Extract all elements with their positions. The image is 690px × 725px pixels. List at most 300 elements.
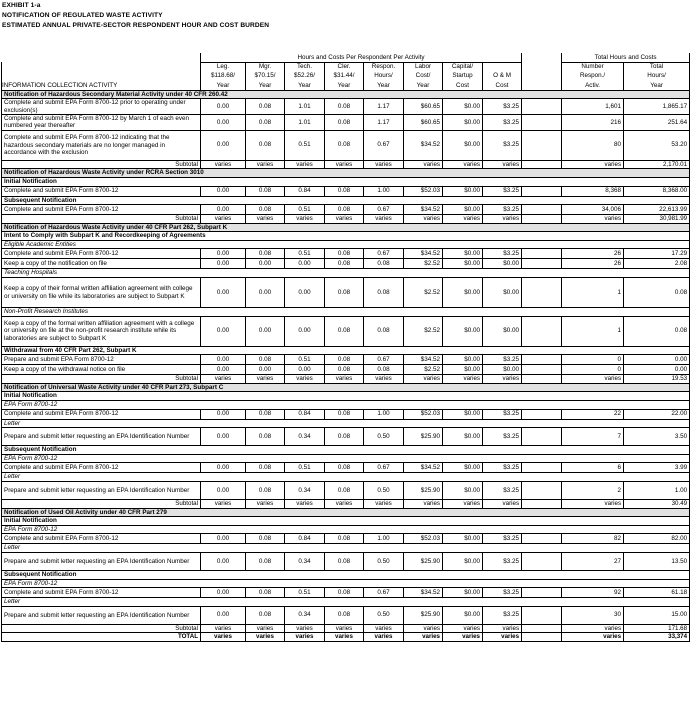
table-cell: 0.08: [246, 205, 285, 215]
table-row: [2, 552, 690, 570]
table-cell: varies: [364, 215, 404, 224]
table-cell: 0.08: [325, 259, 364, 269]
table-cell: 0.08: [246, 99, 285, 115]
table-cell: 0.00: [285, 316, 325, 346]
table-cell: 30,981.99: [624, 215, 690, 224]
table-cell: varies: [285, 160, 325, 169]
row-label: Initial Notification: [2, 177, 690, 186]
table-row: [2, 365, 690, 375]
row-label: EPA Form 8700-12: [2, 525, 690, 534]
total-label: Subtotal: [2, 160, 201, 169]
table-cell: $25.90: [404, 428, 443, 446]
table-cell: 7: [562, 428, 624, 446]
section-title: Notification of Hazardous Waste Activity under RCRA Section 3010: [2, 169, 690, 178]
table-cell: 0.34: [285, 428, 325, 446]
row-label: Letter: [2, 598, 690, 607]
table-cell: 0.08: [624, 278, 690, 308]
column-gap: [522, 355, 562, 365]
column-gap: [522, 624, 562, 633]
subsection-header-row: [2, 570, 690, 579]
table-cell: 1.00: [364, 534, 404, 544]
column-header-line: $118.68/: [201, 71, 246, 80]
activity-description: Prepare and submit letter requesting an EPA Identification Number: [2, 482, 201, 500]
column-header-line: Tech.: [285, 62, 325, 71]
table-cell: 3.99: [624, 463, 690, 473]
table-cell: 0.08: [325, 606, 364, 624]
table-cell: $0.00: [443, 534, 483, 544]
table-cell: $0.00: [443, 316, 483, 346]
document-title: NOTIFICATION OF REGULATED WASTE ACTIVITY: [2, 12, 163, 19]
activity-description: Complete and submit EPA Form 8700-12: [2, 463, 201, 473]
table-cell: 0.00: [201, 205, 246, 215]
table-cell: $52.03: [404, 186, 443, 196]
activity-description: Keep a copy of the notification on file: [2, 259, 201, 269]
row-label: Intent to Comply with Subpart K and Recordkeeping of Agreements: [2, 232, 690, 241]
table-cell: 30: [562, 606, 624, 624]
row-label: Subsequent Notification: [2, 446, 690, 455]
total-label: Subtotal: [2, 624, 201, 633]
exhibit-number: EXHIBIT 1-a: [2, 2, 41, 9]
table-cell: 0.08: [325, 316, 364, 346]
column-gap: [522, 160, 562, 169]
table-cell: $34.52: [404, 249, 443, 259]
table-row: [2, 130, 690, 160]
table-cell: 2.08: [624, 259, 690, 269]
category-label-row: [2, 240, 690, 249]
table-cell: varies: [443, 160, 483, 169]
table-cell: 27: [562, 552, 624, 570]
activity-description: Complete and submit EPA Form 8700-12: [2, 186, 201, 196]
table-cell: 0.00: [624, 365, 690, 375]
row-label: Initial Notification: [2, 392, 690, 401]
column-gap: [522, 114, 562, 130]
activity-description: Prepare and submit letter requesting an EPA Identification Number: [2, 428, 201, 446]
table-cell: 61.18: [624, 588, 690, 598]
table-cell: 0.00: [201, 534, 246, 544]
category-label-row: [2, 454, 690, 463]
row-label: Teaching Hospitals: [2, 269, 690, 278]
table-cell: $0.00: [443, 606, 483, 624]
table-cell: 0.08: [325, 463, 364, 473]
table-cell: 0.00: [201, 259, 246, 269]
table-cell: 33,374: [624, 633, 690, 642]
section-title: Notification of Hazardous Secondary Material Activity under 40 CFR 260.42: [2, 90, 690, 99]
table-cell: 0.00: [201, 114, 246, 130]
column-header-line: $70.15/: [246, 71, 285, 80]
table-cell: 22: [562, 409, 624, 419]
column-gap: [522, 606, 562, 624]
table-row: [2, 114, 690, 130]
table-cell: $3.25: [483, 99, 522, 115]
table-cell: 26: [562, 249, 624, 259]
column-header-line: Startup: [443, 71, 483, 80]
table-cell: 251.64: [624, 114, 690, 130]
column-header-line: Respon./: [562, 71, 624, 80]
table-cell: 0.08: [364, 365, 404, 375]
table-row: [2, 463, 690, 473]
table-cell: $0.00: [483, 316, 522, 346]
column-gap: [522, 62, 562, 71]
subsection-header-row: [2, 177, 690, 186]
column-gap: [522, 552, 562, 570]
table-cell: 0.08: [325, 205, 364, 215]
table-cell: $3.25: [483, 463, 522, 473]
table-cell: 0.08: [246, 186, 285, 196]
category-label-row: [2, 401, 690, 410]
table-cell: 53.20: [624, 130, 690, 160]
table-cell: varies: [246, 215, 285, 224]
table-cell: 0.08: [246, 534, 285, 544]
section-header-row: [2, 508, 690, 517]
table-cell: 0.00: [201, 316, 246, 346]
category-label-row: [2, 598, 690, 607]
table-cell: 0.50: [364, 482, 404, 500]
row-label: Subsequent Notification: [2, 570, 690, 579]
table-cell: $3.25: [483, 130, 522, 160]
table-cell: varies: [562, 633, 624, 642]
column-gap: [522, 71, 562, 80]
table-cell: varies: [201, 624, 246, 633]
total-label: Subtotal: [2, 215, 201, 224]
table-cell: 0.84: [285, 186, 325, 196]
table-cell: 1.00: [364, 186, 404, 196]
table-cell: 0.67: [364, 130, 404, 160]
table-cell: varies: [201, 215, 246, 224]
column-gap: [522, 205, 562, 215]
category-label-row: [2, 579, 690, 588]
table-cell: varies: [562, 160, 624, 169]
table-cell: 0.08: [246, 249, 285, 259]
table-cell: $0.00: [443, 482, 483, 500]
table-cell: $25.90: [404, 552, 443, 570]
table-cell: $3.25: [483, 482, 522, 500]
column-gap: [522, 482, 562, 500]
table-cell: 0.34: [285, 552, 325, 570]
section-title: Notification of Used Oil Activity under 40 CFR Part 279: [2, 508, 690, 517]
column-gap: [522, 80, 562, 90]
table-cell: 2,170.01: [624, 160, 690, 169]
table-cell: varies: [483, 633, 522, 642]
table-row: [2, 588, 690, 598]
table-cell: 0.00: [285, 278, 325, 308]
table-cell: $3.25: [483, 534, 522, 544]
column-header-line: Hours/: [364, 71, 404, 80]
table-cell: varies: [325, 215, 364, 224]
table-row: [2, 205, 690, 215]
activity-description: Complete and submit EPA Form 8700-12: [2, 249, 201, 259]
table-cell: varies: [364, 624, 404, 633]
column-header-line: Number: [562, 62, 624, 71]
table-cell: 0.08: [364, 259, 404, 269]
subtotal-row: [2, 375, 690, 384]
table-cell: 0.08: [364, 316, 404, 346]
table-cell: $0.00: [443, 588, 483, 598]
section-header-row: [2, 90, 690, 99]
activity-description: Complete and submit EPA Form 8700-12: [2, 205, 201, 215]
subtotal-row: [2, 624, 690, 633]
activity-description: Complete and submit EPA Form 8700-12: [2, 534, 201, 544]
table-cell: 0.08: [246, 606, 285, 624]
category-label-row: [2, 473, 690, 482]
subsection-header-row: [2, 232, 690, 241]
table-cell: 0.08: [246, 114, 285, 130]
row-label: Withdrawal from 40 CFR Part 262, Subpart K: [2, 346, 690, 355]
table-cell: 34,006: [562, 205, 624, 215]
table-cell: 0.00: [246, 278, 285, 308]
table-cell: 0: [562, 355, 624, 365]
row-label: Letter: [2, 473, 690, 482]
table-cell: 0.67: [364, 249, 404, 259]
table-cell: $3.25: [483, 588, 522, 598]
table-cell: 0.00: [201, 99, 246, 115]
header-spacer: [2, 71, 201, 80]
table-cell: 0.08: [246, 588, 285, 598]
table-cell: 26: [562, 259, 624, 269]
table-cell: 80: [562, 130, 624, 160]
table-cell: varies: [443, 375, 483, 384]
table-cell: 82.00: [624, 534, 690, 544]
table-cell: $0.00: [443, 355, 483, 365]
table-cell: 0.08: [246, 552, 285, 570]
column-header-line: $31.44/: [325, 71, 364, 80]
column-gap: [522, 428, 562, 446]
table-cell: varies: [483, 624, 522, 633]
table-cell: 0.51: [285, 130, 325, 160]
table-cell: 216: [562, 114, 624, 130]
table-cell: 0.08: [325, 278, 364, 308]
table-cell: 0.08: [325, 588, 364, 598]
column-header-line: Leg.: [201, 62, 246, 71]
table-cell: $3.25: [483, 186, 522, 196]
table-cell: 8,368.00: [624, 186, 690, 196]
table-cell: $0.00: [443, 409, 483, 419]
grand-total-row: [2, 633, 690, 642]
table-cell: $60.65: [404, 99, 443, 115]
row-label: Initial Notification: [2, 517, 690, 526]
table-cell: $52.03: [404, 409, 443, 419]
column-gap: [522, 409, 562, 419]
table-cell: 0.00: [201, 606, 246, 624]
table-row: [2, 278, 690, 308]
table-cell: varies: [483, 375, 522, 384]
table-cell: $2.52: [404, 365, 443, 375]
document-subtitle: ESTIMATED ANNUAL PRIVATE-SECTOR RESPONDENT HOUR AND COST BURDEN: [2, 22, 270, 29]
table-cell: 3.50: [624, 428, 690, 446]
column-header-line: Year: [325, 80, 364, 90]
table-cell: $3.25: [483, 114, 522, 130]
column-header-line: $52.26/: [285, 71, 325, 80]
total-label: TOTAL: [2, 633, 201, 642]
table-cell: 6: [562, 463, 624, 473]
table-cell: 0.00: [201, 355, 246, 365]
table-cell: $0.00: [443, 249, 483, 259]
table-cell: $34.52: [404, 205, 443, 215]
table-cell: $0.00: [483, 259, 522, 269]
table-cell: 171.68: [624, 624, 690, 633]
subsection-header-row: [2, 196, 690, 205]
table-row: [2, 99, 690, 115]
table-cell: varies: [246, 500, 285, 509]
table-cell: 2: [562, 482, 624, 500]
column-gap: [522, 588, 562, 598]
section-header-row: [2, 223, 690, 232]
table-cell: 0.08: [325, 114, 364, 130]
table-cell: 0.67: [364, 355, 404, 365]
column-gap: [522, 278, 562, 308]
category-label-row: [2, 269, 690, 278]
column-header-line: Cost: [443, 80, 483, 90]
table-cell: 0.08: [325, 409, 364, 419]
group-header-per-respondent: Hours and Costs Per Respondent Per Activity: [201, 53, 522, 62]
table-row: [2, 409, 690, 419]
subsection-header-row: [2, 446, 690, 455]
column-gap: [522, 215, 562, 224]
table-cell: 1,601: [562, 99, 624, 115]
table-cell: $34.52: [404, 355, 443, 365]
category-label-row: [2, 419, 690, 428]
row-label: Subsequent Notification: [2, 196, 690, 205]
column-gap: [522, 375, 562, 384]
table-cell: 0.50: [364, 606, 404, 624]
table-cell: varies: [483, 160, 522, 169]
table-cell: 15.00: [624, 606, 690, 624]
column-gap: [522, 534, 562, 544]
table-cell: $0.00: [443, 278, 483, 308]
activity-description: Keep a copy of their formal written affiliation agreement with college or university on file while its laboratories are subject to Subpart K: [2, 278, 201, 308]
table-cell: varies: [325, 633, 364, 642]
table-cell: $0.00: [443, 130, 483, 160]
table-cell: 0.08: [325, 428, 364, 446]
table-cell: 0.00: [285, 259, 325, 269]
column-header-line: Cost: [483, 80, 522, 90]
table-cell: 0.00: [201, 249, 246, 259]
table-cell: $0.00: [443, 365, 483, 375]
column-header-line: Total: [624, 62, 690, 71]
table-cell: 0.00: [246, 259, 285, 269]
table-cell: 0.67: [364, 588, 404, 598]
table-cell: 0.51: [285, 249, 325, 259]
activity-description: Complete and submit EPA Form 8700-12: [2, 588, 201, 598]
table-cell: varies: [285, 624, 325, 633]
table-cell: $3.25: [483, 552, 522, 570]
subsection-header-row: [2, 517, 690, 526]
table-cell: $0.00: [443, 552, 483, 570]
column-gap: [522, 500, 562, 509]
category-label-row: [2, 525, 690, 534]
activity-description: Complete and submit EPA Form 8700-12 prior to operating under exclusion(s): [2, 99, 201, 115]
table-cell: 0.51: [285, 355, 325, 365]
table-cell: 0: [562, 365, 624, 375]
table-cell: $3.25: [483, 205, 522, 215]
column-gap: [522, 130, 562, 160]
table-row: [2, 259, 690, 269]
table-cell: $0.00: [443, 114, 483, 130]
table-cell: $34.52: [404, 588, 443, 598]
table-cell: 92: [562, 588, 624, 598]
subsection-header-row: [2, 392, 690, 401]
table-row: [2, 534, 690, 544]
table-cell: varies: [325, 500, 364, 509]
table-cell: 0.00: [201, 409, 246, 419]
table-row: [2, 355, 690, 365]
table-cell: 22.00: [624, 409, 690, 419]
table-cell: $3.25: [483, 409, 522, 419]
total-label: Subtotal: [2, 500, 201, 509]
activity-description: Complete and submit EPA Form 8700-12 by March 1 of each even numbered year thereafter: [2, 114, 201, 130]
column-header-line: Year: [624, 80, 690, 90]
table-cell: $0.00: [443, 205, 483, 215]
table-cell: 0.67: [364, 463, 404, 473]
table-cell: 0.08: [325, 130, 364, 160]
row-label: Non-Profit Research Institutes: [2, 308, 690, 317]
table-cell: 0.00: [201, 278, 246, 308]
table-cell: varies: [201, 160, 246, 169]
table-cell: 1: [562, 316, 624, 346]
activity-description: Keep a copy of the formal written affiliation agreement with a college or university on file at the non-profit research institute while its laboratories are subject to Subpart K: [2, 316, 201, 346]
table-cell: varies: [562, 375, 624, 384]
table-cell: varies: [201, 375, 246, 384]
table-cell: 0.08: [246, 463, 285, 473]
table-cell: 0.08: [325, 552, 364, 570]
table-row: [2, 482, 690, 500]
column-gap: [522, 316, 562, 346]
table-cell: 0.67: [364, 205, 404, 215]
subtotal-row: [2, 500, 690, 509]
table-cell: $0.00: [443, 99, 483, 115]
column-header-line: Cler.: [325, 62, 364, 71]
table-cell: 1.01: [285, 99, 325, 115]
activity-description: Prepare and submit letter requesting an EPA Identification Number: [2, 552, 201, 570]
table-cell: varies: [562, 500, 624, 509]
table-cell: 0.08: [246, 409, 285, 419]
activity-description: Keep a copy of the withdrawal notice on file: [2, 365, 201, 375]
table-body: [2, 90, 690, 641]
table-cell: $0.00: [443, 463, 483, 473]
table-cell: varies: [443, 500, 483, 509]
table-cell: 1.00: [364, 409, 404, 419]
activity-description: Complete and submit EPA Form 8700-12: [2, 409, 201, 419]
table-cell: 0.08: [325, 365, 364, 375]
table-cell: $0.00: [443, 428, 483, 446]
column-header-line: O & M: [483, 71, 522, 80]
table-cell: 0.00: [201, 428, 246, 446]
column-gap: [522, 186, 562, 196]
table-cell: varies: [404, 375, 443, 384]
table-cell: 0.08: [624, 316, 690, 346]
table-cell: varies: [285, 500, 325, 509]
table-cell: 0.00: [201, 365, 246, 375]
table-cell: $2.52: [404, 259, 443, 269]
table-cell: 1.00: [624, 482, 690, 500]
activity-column-header: INFORMATION COLLECTION ACTIVITY: [2, 80, 201, 90]
table-cell: varies: [404, 215, 443, 224]
table-cell: $34.52: [404, 463, 443, 473]
row-label: EPA Form 8700-12: [2, 454, 690, 463]
table-cell: 0.00: [246, 365, 285, 375]
table-cell: 0.08: [325, 534, 364, 544]
table-cell: 30.49: [624, 500, 690, 509]
column-gap: [522, 463, 562, 473]
column-header-line: Hours/: [624, 71, 690, 80]
table-cell: 0.84: [285, 534, 325, 544]
table-cell: 0.00: [201, 186, 246, 196]
table-cell: varies: [201, 500, 246, 509]
activity-description: Complete and submit EPA Form 8700-12 indicating that the hazardous secondary materials are no longer managed in accordance with the exclusion: [2, 130, 201, 160]
table-cell: 0.34: [285, 482, 325, 500]
table-cell: varies: [246, 633, 285, 642]
table-cell: varies: [404, 160, 443, 169]
header-spacer: [2, 62, 201, 71]
